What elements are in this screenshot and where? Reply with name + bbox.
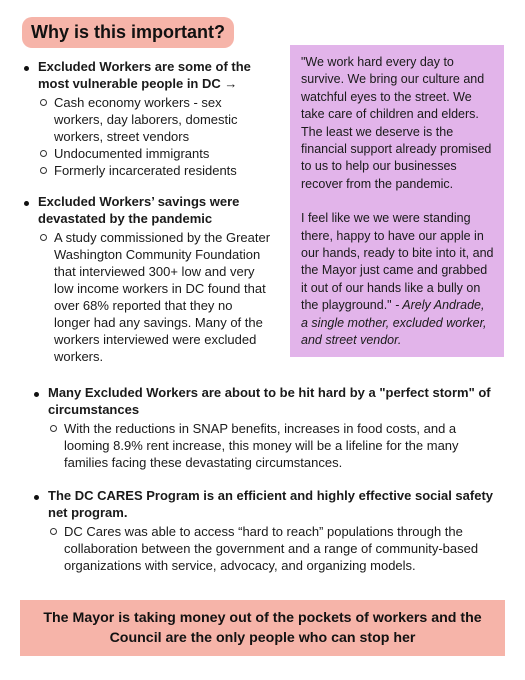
sub-list: [38, 94, 272, 179]
sub-list: [48, 523, 502, 574]
sub-list: [48, 420, 502, 471]
quote-attribution: - Arely Andrade, a single mother, excluded worker, and street vendor.: [301, 298, 487, 348]
bullet-dc-cares: [32, 487, 502, 574]
left-column: [22, 58, 272, 379]
bullet-vulnerable-workers: [22, 58, 272, 179]
sub-item: Undocumented immigrants: [54, 145, 272, 162]
sub-item: DC Cares was able to access “hard to reach” populations through the collaboration between the government and a range of community-based organizations with service, advocacy, and organizing models.: [64, 523, 502, 574]
sub-item: Cash economy workers - sex workers, day laborers, domestic workers, street vendors: [54, 94, 272, 145]
bullet-title: Many Excluded Workers are about to be hit hard by a "perfect storm" of circumstances: [48, 385, 491, 417]
sub-list: [38, 229, 272, 365]
quote-paragraph-1: "We work hard every day to survive. We bring our culture and watchful eyes to the street. We take care of children and elders. The least we deserve is the financial support already promised to us to help our businesses recover from the pandemic.: [301, 55, 492, 191]
bullet-perfect-storm: [32, 384, 502, 471]
sub-item: Formerly incarcerated residents: [54, 162, 272, 179]
section-heading: Why is this important?: [22, 17, 234, 48]
wide-column: [32, 384, 502, 590]
callout-line-1: The Mayor is taking money out of the pockets of workers and the: [43, 610, 482, 626]
quote-paragraph-2: [301, 210, 494, 349]
quote-text: I feel like we we were standing there, happy to have our apple in our hands, ready to bite into it, and the Mayor just came and grabbed it out of our hands like a bully on the playground.": [301, 211, 494, 313]
bullet-title: Excluded Workers are some of the most vulnerable people in DC →: [38, 59, 251, 91]
callout-box: [20, 600, 505, 656]
bullet-title: Excluded Workers’ savings were devastated by the pandemic: [38, 194, 240, 226]
bullet-savings-devastated: [22, 193, 272, 365]
bullet-title: The DC CARES Program is an efficient and highly effective social safety net program.: [48, 488, 494, 520]
quote-box: [290, 45, 504, 357]
callout-line-2: Council are the only people who can stop her: [109, 630, 416, 646]
sub-item: With the reductions in SNAP benefits, increases in food costs, and a looming 8.9% rent increase, this money will be a lifeline for the many families facing these devastating circumstances.: [64, 420, 502, 471]
sub-item: A study commissioned by the Greater Washington Community Foundation that interviewed 300+ low and very low income workers in DC found that over 68% reported that they no longer had any savings. Many of the workers interviewed were excluded workers.: [54, 230, 271, 364]
